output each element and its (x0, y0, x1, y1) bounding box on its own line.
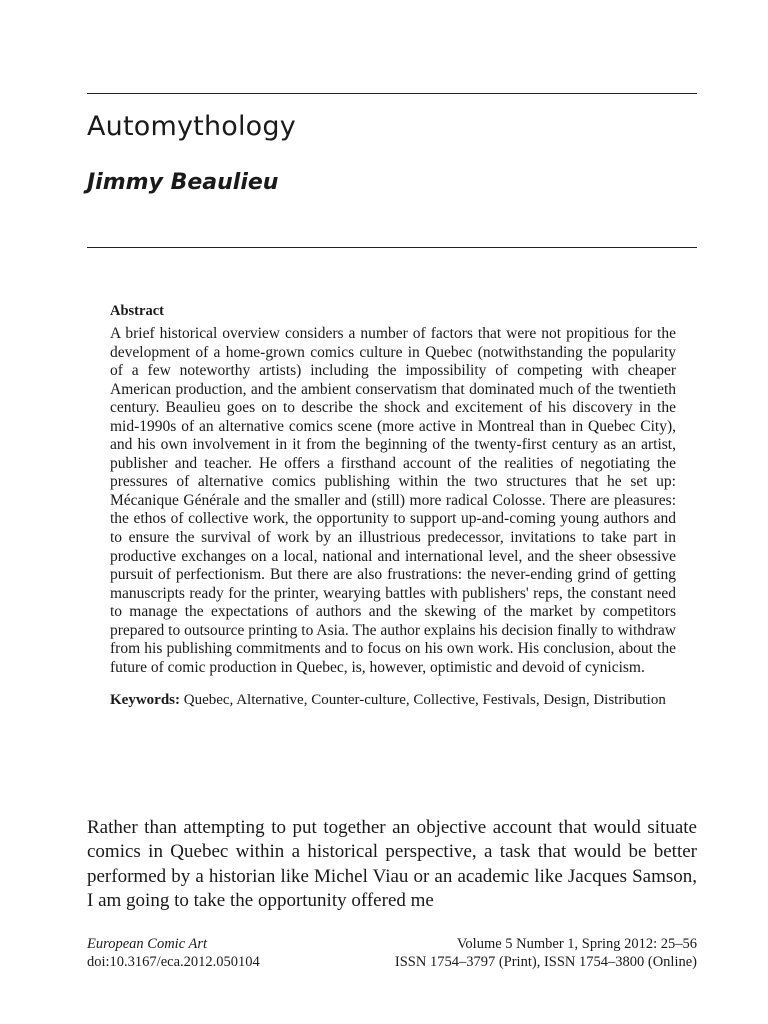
issn: ISSN 1754–3797 (Print), ISSN 1754–3800 (Online) (394, 954, 697, 970)
article-author: Jimmy Beaulieu (87, 170, 279, 195)
abstract-section (110, 301, 676, 709)
doi: doi:10.3167/eca.2012.050104 (87, 954, 260, 970)
bottom-rule (87, 247, 697, 248)
page-footer (87, 935, 697, 971)
keywords-line (110, 691, 676, 709)
body-paragraph: Rather than attempting to put together an objective account that would situate comics in Quebec within a historical perspective, a task that would be better performed by a historian like Michel Viau or an academic like Jacques Samson, I am going to take the opportunity offered me (87, 817, 697, 911)
abstract-text: A brief historical overview considers a number of factors that were not propitious for the development of a home-grown comics culture in Quebec (notwithstanding the popularity of a few noteworthy artists) including the impossibility of competing with cheaper American production, and the ambient conservatism that dominated much of the twentieth century. Beaulieu goes on to describe the shock and excitement of his discovery in the mid-1990s of an alternative comics scene (more active in Montreal than in Quebec City), and his own involvement in it from the beginning of the twenty-first century as an artist, publisher and teacher. He offers a firsthand account of the realities of negotiating the pressures of alternative comics publishing within the two structures that he set up: Mécanique Générale and the smaller and (still) more radical Colosse. There are pleasures: the ethos of collective work, the opportunity to support up-and-coming young authors and to ensure the survival of work by an illustrious predecessor, invitations to take part in productive exchanges on a local, national and international level, and the sheer obsessive pursuit of perfectionism. But there are also frustrations: the never-ending grind of getting manuscripts ready for the printer, wearying battles with publishers' reps, the constant need to manage the expectations of authors and the skewing of the market by competitors prepared to outsource printing to Asia. The author explains his decision finally to withdraw from his publishing commitments and to focus on his own work. His conclusion, about the future of comic production in Quebec, is, however, optimistic and devoid of cynicism. (110, 325, 676, 676)
volume-info: Volume 5 Number 1, Spring 2012: 25–56 (456, 936, 697, 952)
footer-row-1 (87, 935, 697, 953)
keywords-label: Keywords: (110, 692, 180, 709)
keywords-list: Quebec, Alternative, Counter-culture, Collective, Festivals, Design, Distribution (183, 692, 666, 709)
article-title: Automythology (87, 111, 296, 142)
journal-name: European Comic Art (87, 936, 208, 952)
footer-row-2 (87, 953, 697, 971)
abstract-heading: Abstract (110, 303, 164, 319)
top-rule (87, 93, 697, 94)
